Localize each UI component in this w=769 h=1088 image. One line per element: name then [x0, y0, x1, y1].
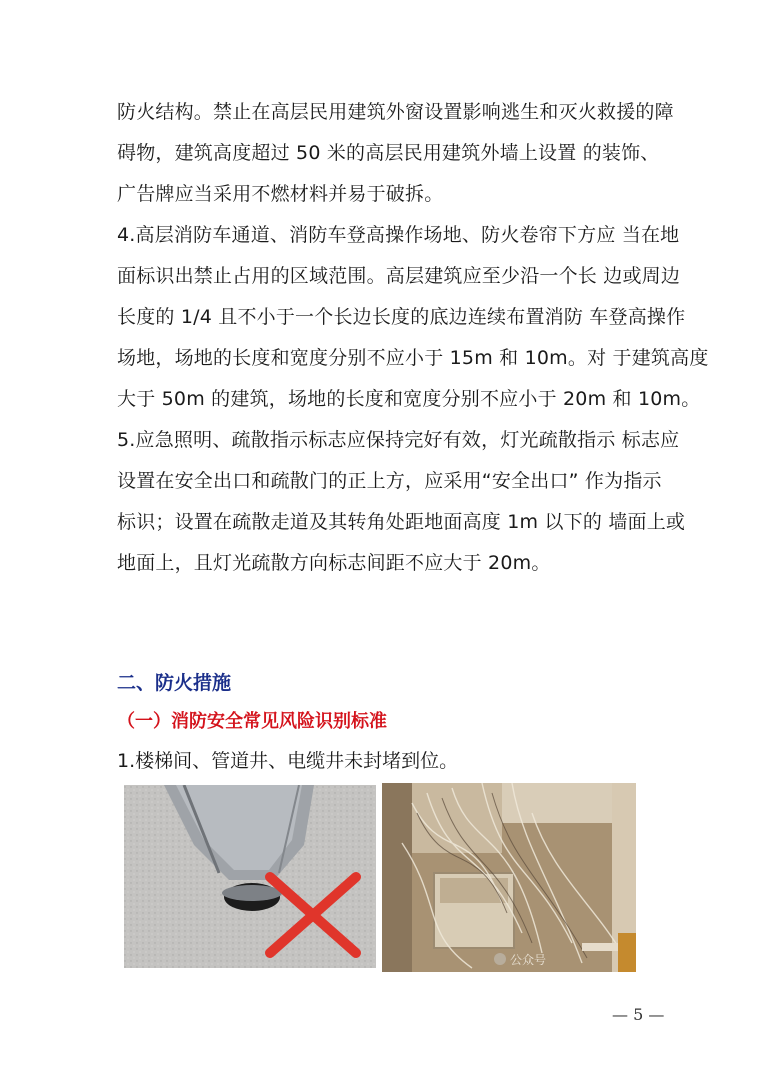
page-number: — 5 —	[612, 1005, 665, 1024]
wechat-logo-icon	[494, 953, 506, 965]
paragraph-line: 标识；设置在疏散走道及其转角处距地面高度 1m 以下的 墙面上或	[117, 511, 686, 533]
paragraph-line: 面标识出禁止占用的区域范围。高层建筑应至少沿一个长 边或周边	[117, 265, 681, 287]
paragraph-line: 5.应急照明、疏散指示标志应保持完好有效，灯光疏散指示 标志应	[117, 429, 680, 451]
section-title: 二、防火措施	[117, 672, 232, 694]
photo-cable-room	[382, 783, 636, 972]
body-text	[117, 92, 709, 584]
photo-unsealed-shaft	[124, 785, 376, 968]
paragraph-line: 4.高层消防车通道、消防车登高操作场地、防火卷帘下方应 当在地	[117, 224, 680, 246]
item-text: 1.楼梯间、管道井、电缆井未封堵到位。	[117, 750, 459, 772]
paragraph-line: 防火结构。禁止在高层民用建筑外窗设置影响逃生和灭火救援的障	[117, 101, 674, 123]
paragraph-line: 地面上，且灯光疏散方向标志间距不应大于 20m。	[117, 552, 551, 574]
paragraph-line: 设置在安全出口和疏散门的正上方，应采用“安全出口” 作为指示	[117, 470, 662, 492]
paragraph-line: 长度的 1/4 且不小于一个长边长度的底边连续布置消防 车登高操作	[117, 306, 686, 328]
paragraph-line: 碍物，建筑高度超过 50 米的高层民用建筑外墙上设置 的装饰、	[117, 142, 660, 164]
watermark-text: 公众号	[510, 953, 547, 967]
photo-cable-room-graphic	[382, 783, 636, 972]
sub-title: （一）消防安全常见风险识别标准	[117, 711, 387, 732]
photo-unsealed-shaft-graphic	[124, 785, 376, 968]
paragraph-line: 大于 50m 的建筑，场地的长度和宽度分别不应小于 20m 和 10m。	[117, 388, 701, 410]
paragraph-line: 广告牌应当采用不燃材料并易于破拆。	[117, 183, 444, 205]
paragraph-line: 场地，场地的长度和宽度分别不应小于 15m 和 10m。对 于建筑高度	[117, 347, 709, 369]
